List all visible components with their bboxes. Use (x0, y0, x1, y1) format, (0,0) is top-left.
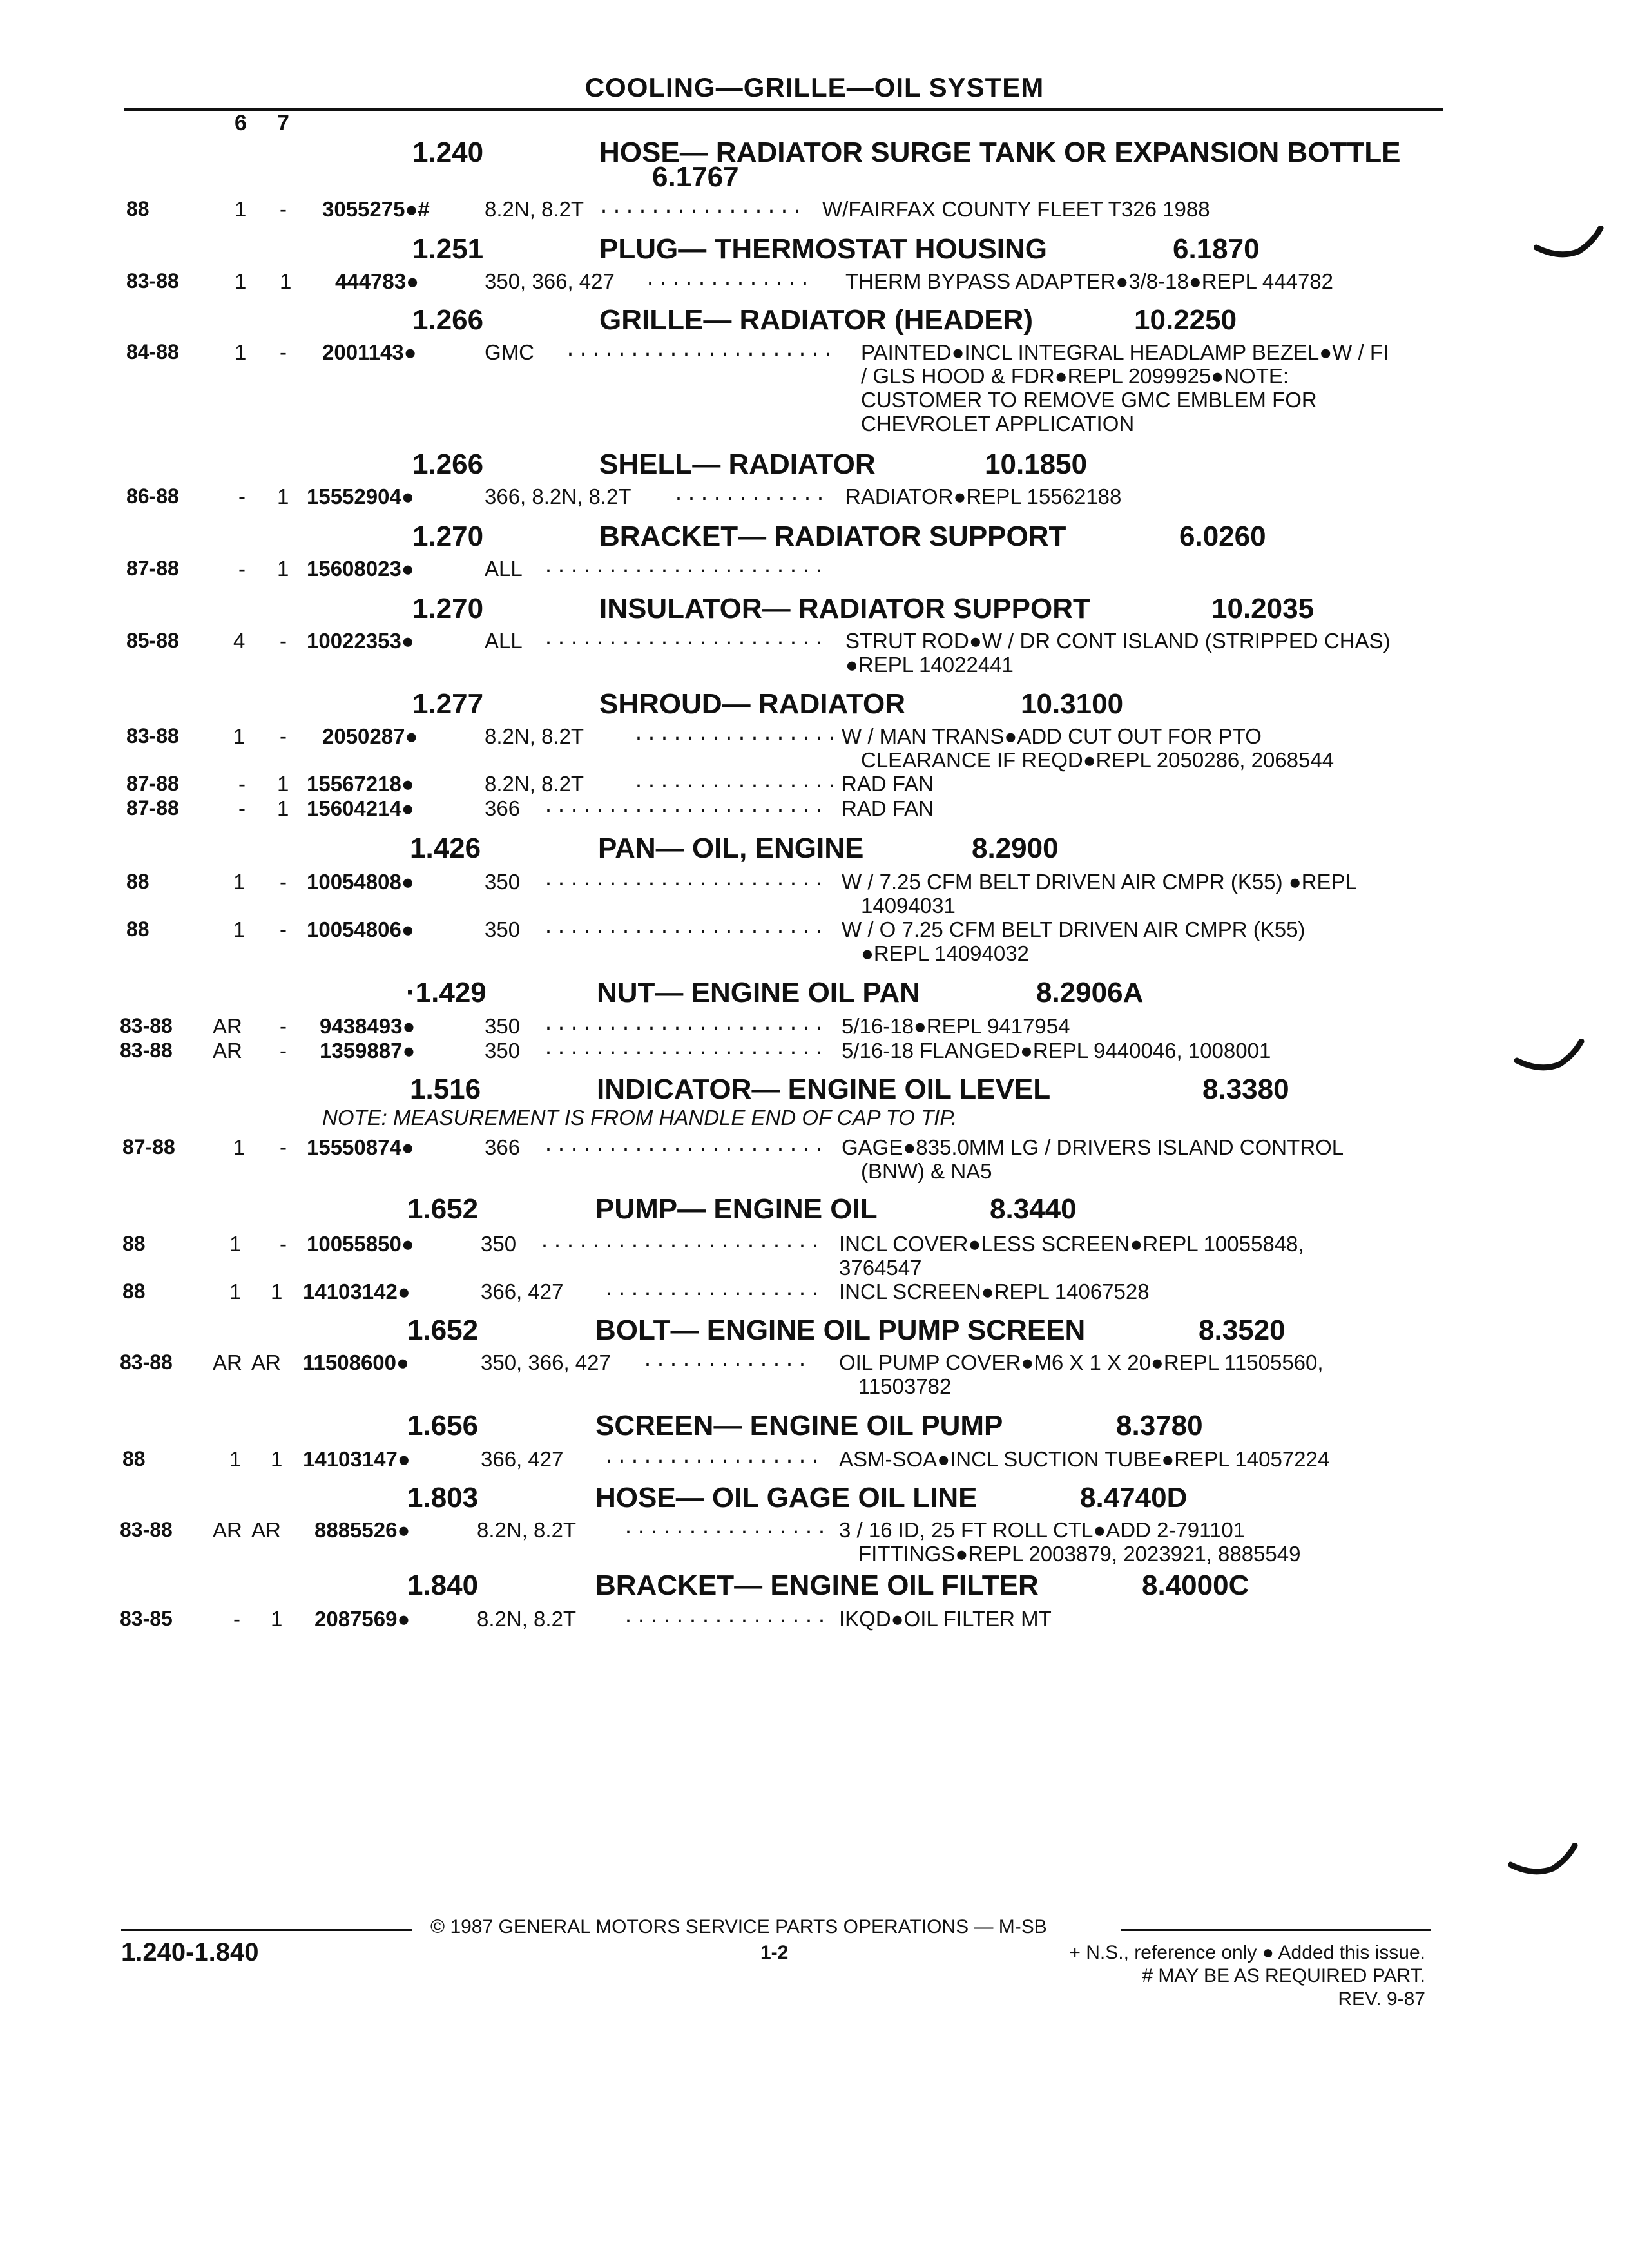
row-application: 350, 366, 427 (485, 269, 615, 293)
row-leader: ...................... (543, 557, 827, 579)
row-description: W/FAIRFAX COUNTY FLEET T326 1988 (822, 197, 1210, 221)
row-qty-6: - (238, 772, 246, 796)
section-ref: 10.2250 (1134, 304, 1237, 336)
check-mark-icon (1534, 226, 1605, 271)
row-qty-7: - (280, 1232, 287, 1256)
row-qty-6: 1 (233, 870, 246, 894)
row-leader: ................ (633, 724, 840, 746)
check-mark-icon (1514, 1039, 1585, 1084)
row-description: W / 7.25 CFM BELT DRIVEN AIR CMPR (K55) ●REPL 14094031 (842, 870, 1357, 918)
row-qty-7: 1 (271, 1447, 283, 1471)
section-code: 1.652 (407, 1314, 479, 1346)
row-part-number: 2087569● (314, 1607, 410, 1631)
footer-copyright: © 1987 GENERAL MOTORS SERVICE PARTS OPERATIONS — M-SB (430, 1916, 1047, 1937)
row-description: ASM-SOA●INCL SUCTION TUBE●REPL 14057224 (839, 1447, 1330, 1471)
row-year: 88 (122, 1447, 146, 1470)
row-application: 350 (485, 1014, 521, 1038)
row-qty-7: 1 (277, 772, 289, 796)
row-qty-7: - (280, 197, 287, 221)
section-title: BRACKET— RADIATOR SUPPORT (599, 521, 1066, 552)
row-part-number: 2001143● (322, 340, 417, 364)
row-application: 350 (485, 870, 521, 894)
row-qty-6: - (238, 557, 246, 581)
row-description: STRUT ROD●W / DR CONT ISLAND (STRIPPED CHAS) ●REPL 14022441 (845, 629, 1391, 677)
row-year: 87-88 (122, 1135, 175, 1158)
row-qty-7: - (280, 870, 287, 894)
row-application: 350 (481, 1232, 517, 1256)
row-leader: ................ (633, 772, 840, 794)
row-description: 3 / 16 ID, 25 FT ROLL CTL●ADD 2-791101 FITTINGS●REPL 2003879, 2023921, 8885549 (839, 1518, 1301, 1566)
footer-page-range: 1.240-1.840 (121, 1938, 259, 1966)
row-description: INCL COVER●LESS SCREEN●REPL 10055848, 3764547 (839, 1232, 1304, 1280)
row-qty-6: 1 (235, 197, 247, 221)
row-part-number: 15552904● (307, 485, 414, 508)
section-title: PUMP— ENGINE OIL (595, 1193, 878, 1225)
section-title: HOSE— OIL GAGE OIL LINE (595, 1482, 978, 1514)
row-application: 350, 366, 427 (481, 1350, 611, 1374)
section-ref: 8.3520 (1199, 1314, 1286, 1346)
row-description: 5/16-18 FLANGED●REPL 9440046, 1008001 (842, 1039, 1271, 1062)
row-qty-6: AR (213, 1350, 242, 1374)
row-leader: ................ (622, 1518, 829, 1540)
row-qty-6: - (233, 1607, 240, 1631)
section-title: GRILLE— RADIATOR (HEADER) (599, 304, 1034, 336)
section-title: BRACKET— ENGINE OIL FILTER (595, 1570, 1039, 1601)
section-code: 1.803 (407, 1482, 479, 1514)
row-part-number: 10054808● (307, 870, 414, 894)
row-application: 366 (485, 796, 521, 820)
section-ref: 8.3380 (1202, 1073, 1289, 1105)
row-application: 8.2N, 8.2T (485, 724, 584, 748)
row-year: 88 (122, 1232, 146, 1255)
section-code: 1.652 (407, 1193, 479, 1225)
row-part-number: 15608023● (307, 557, 414, 581)
row-leader: ..................... (564, 340, 836, 362)
section-ref: 8.2900 (972, 832, 1059, 864)
row-year: 83-88 (120, 1518, 173, 1541)
row-description: W / O 7.25 CFM BELT DRIVEN AIR CMPR (K55) ●REPL 14094032 (842, 918, 1306, 965)
row-description: GAGE●835.0MM LG / DRIVERS ISLAND CONTROL (BNW) & NA5 (842, 1135, 1344, 1183)
row-year: 87-88 (126, 772, 179, 795)
section-ref: 10.1850 (985, 448, 1088, 480)
section-code: 1.251 (412, 233, 484, 265)
row-qty-7: - (280, 918, 287, 941)
section-code: ·1.429 (406, 977, 487, 1008)
section-code: 1.266 (412, 304, 484, 336)
row-qty-6: AR (213, 1518, 242, 1542)
section-code: 1.240 (412, 137, 484, 168)
row-qty-6: 1 (235, 269, 247, 293)
section-title: PLUG— THERMOSTAT HOUSING (599, 233, 1048, 265)
row-part-number: 2050287● (322, 724, 418, 748)
row-qty-6: 1 (229, 1280, 242, 1303)
row-description: 5/16-18●REPL 9417954 (842, 1014, 1070, 1038)
section-ref: 10.2035 (1211, 593, 1315, 624)
row-leader: ............ (673, 485, 828, 506)
row-qty-7: AR (251, 1350, 281, 1374)
section-code: 1.270 (412, 593, 484, 624)
row-qty-7: - (280, 724, 287, 748)
row-qty-7: AR (251, 1518, 281, 1542)
row-year: 88 (122, 1280, 146, 1303)
row-qty-6: 1 (233, 1135, 246, 1159)
row-application: 366 (485, 1135, 521, 1159)
row-leader: ............. (642, 1350, 810, 1372)
row-application: 8.2N, 8.2T (477, 1518, 577, 1542)
header-rule (124, 108, 1443, 111)
row-year: 83-88 (120, 1014, 173, 1037)
row-year: 84-88 (126, 340, 179, 363)
row-qty-7: - (280, 1014, 287, 1038)
column-header-7: 7 (277, 111, 289, 135)
section-title: BOLT— ENGINE OIL PUMP SCREEN (595, 1314, 1086, 1346)
section-code: 1.840 (407, 1570, 479, 1601)
row-year: 85-88 (126, 629, 179, 652)
row-qty-6: 1 (233, 724, 246, 748)
page-title: COOLING—GRILLE—OIL SYSTEM (584, 72, 1045, 102)
row-year: 88 (126, 918, 149, 941)
row-part-number: 14103147● (303, 1447, 410, 1471)
row-leader: ...................... (543, 1014, 827, 1036)
row-qty-7: - (280, 340, 287, 364)
row-application: GMC (485, 340, 534, 364)
row-application: ALL (485, 629, 523, 653)
row-qty-7: 1 (280, 269, 292, 293)
row-part-number: 15604214● (307, 796, 414, 820)
row-year: 83-88 (120, 1039, 173, 1062)
section-ref: 8.4000C (1142, 1570, 1249, 1601)
row-leader: ................. (603, 1280, 823, 1302)
footer-legend-2: # MAY BE AS REQUIRED PART. (1142, 1965, 1425, 1986)
row-qty-7: 1 (277, 796, 289, 820)
footer-revision: REV. 9-87 (1338, 1988, 1425, 2010)
row-description: RAD FAN (842, 772, 934, 796)
row-application: 366, 427 (481, 1280, 564, 1303)
row-qty-6: 1 (235, 340, 247, 364)
row-description: THERM BYPASS ADAPTER●3/8-18●REPL 444782 (845, 269, 1334, 293)
row-year: 83-85 (120, 1607, 173, 1630)
row-part-number: 10054806● (307, 918, 414, 941)
row-qty-7: 1 (271, 1280, 283, 1303)
row-application: 366, 427 (481, 1447, 564, 1471)
section-code: 1.277 (412, 688, 484, 720)
row-description: RAD FAN (842, 796, 934, 820)
section-title: NUT— ENGINE OIL PAN (597, 977, 920, 1008)
row-description: RADIATOR●REPL 15562188 (845, 485, 1122, 508)
footer-legend-1: + N.S., reference only ● Added this issue. (1069, 1942, 1425, 1963)
row-application: 8.2N, 8.2T (485, 197, 584, 221)
row-year: 88 (126, 870, 149, 893)
section-ref: 8.3780 (1116, 1410, 1203, 1441)
row-qty-6: 1 (229, 1447, 242, 1471)
row-qty-7: 1 (271, 1607, 283, 1631)
section-code: 1.426 (410, 832, 481, 864)
row-qty-7: 1 (277, 557, 289, 581)
column-header-6: 6 (235, 111, 247, 135)
row-qty-7: - (280, 629, 287, 653)
section-title: SHROUD— RADIATOR (599, 688, 906, 720)
row-qty-6: - (238, 485, 246, 508)
row-leader: ................ (622, 1607, 829, 1629)
row-part-number: 8885526● (314, 1518, 410, 1542)
row-year: 83-88 (120, 1350, 173, 1374)
row-qty-6: 1 (233, 918, 246, 941)
row-year: 87-88 (126, 557, 179, 580)
section-code: 1.656 (407, 1410, 479, 1441)
check-mark-icon (1508, 1843, 1579, 1888)
row-year: 87-88 (126, 796, 179, 820)
row-description: INCL SCREEN●REPL 14067528 (839, 1280, 1150, 1303)
row-description: OIL PUMP COVER●M6 X 1 X 20●REPL 11505560, 11503782 (839, 1350, 1324, 1398)
section-ref: 8.4740D (1080, 1482, 1188, 1514)
row-description: IKQD●OIL FILTER MT (839, 1607, 1052, 1631)
row-part-number: 15567218● (307, 772, 414, 796)
footer-rule-left (121, 1929, 412, 1931)
row-leader: ...................... (543, 918, 827, 939)
row-description: W / MAN TRANS●ADD CUT OUT FOR PTO CLEARANCE IF REQD●REPL 2050286, 2068544 (842, 724, 1335, 772)
row-part-number: 14103142● (303, 1280, 410, 1303)
row-qty-7: 1 (277, 485, 289, 508)
row-leader: ...................... (543, 1039, 827, 1061)
row-qty-6: 4 (233, 629, 246, 653)
row-leader: ............. (644, 269, 813, 291)
row-qty-6: 1 (229, 1232, 242, 1256)
row-description: PAINTED●INCL INTEGRAL HEADLAMP BEZEL●W / FI / GLS HOOD & FDR●REPL 2099925●NOTE: CUSTOMER TO REMOVE GMC EMBLEM FOR CHEVROLET APPLICATION (861, 340, 1389, 436)
row-leader: ...................... (543, 796, 827, 818)
section-title: PAN— OIL, ENGINE (598, 832, 864, 864)
row-qty-6: AR (213, 1014, 242, 1038)
row-part-number: 9438493● (320, 1014, 416, 1038)
row-year: 83-88 (126, 724, 179, 747)
footer-page-number: 1-2 (760, 1942, 789, 1963)
section-title: INSULATOR— RADIATOR SUPPORT (599, 593, 1090, 624)
row-part-number: 15550874● (307, 1135, 414, 1159)
row-part-number: 444783● (335, 269, 419, 293)
row-leader: ...................... (539, 1232, 823, 1254)
row-part-number: 11508600● (303, 1350, 409, 1374)
section-ref: 6.1870 (1173, 233, 1260, 265)
row-leader: ...................... (543, 1135, 827, 1157)
row-leader: ................. (603, 1447, 823, 1469)
section-ref: 6.1767 (652, 161, 739, 193)
row-qty-6: - (238, 796, 246, 820)
row-part-number: 10022353● (307, 629, 414, 653)
measurement-note: NOTE: MEASUREMENT IS FROM HANDLE END OF CAP TO TIP. (322, 1106, 958, 1129)
row-application: 350 (485, 1039, 521, 1062)
section-ref: 10.3100 (1021, 688, 1124, 720)
section-title: INDICATOR— ENGINE OIL LEVEL (597, 1073, 1051, 1105)
row-year: 86-88 (126, 485, 179, 508)
section-title: SHELL— RADIATOR (599, 448, 876, 480)
row-leader: ...................... (543, 629, 827, 651)
row-part-number: 10055850● (307, 1232, 414, 1256)
section-ref: 8.2906A (1036, 977, 1144, 1008)
section-title: HOSE— RADIATOR SURGE TANK OR EXPANSION BOTTLE (599, 137, 1401, 168)
row-part-number: 1359887● (320, 1039, 416, 1062)
row-leader: ................ (598, 197, 805, 219)
row-qty-6: AR (213, 1039, 242, 1062)
row-application: 8.2N, 8.2T (477, 1607, 577, 1631)
footer-rule-right (1121, 1929, 1431, 1931)
row-year: 88 (126, 197, 149, 220)
section-ref: 6.0260 (1179, 521, 1266, 552)
row-application: 366, 8.2N, 8.2T (485, 485, 631, 508)
row-qty-7: - (280, 1039, 287, 1062)
section-code: 1.516 (410, 1073, 481, 1105)
section-code: 1.266 (412, 448, 484, 480)
row-application: 350 (485, 918, 521, 941)
row-part-number: 3055275●# (322, 197, 430, 221)
row-leader: ...................... (543, 870, 827, 892)
row-year: 83-88 (126, 269, 179, 293)
row-application: ALL (485, 557, 523, 581)
row-application: 8.2N, 8.2T (485, 772, 584, 796)
section-title: SCREEN— ENGINE OIL PUMP (595, 1410, 1003, 1441)
section-ref: 8.3440 (990, 1193, 1077, 1225)
section-code: 1.270 (412, 521, 484, 552)
row-qty-7: - (280, 1135, 287, 1159)
